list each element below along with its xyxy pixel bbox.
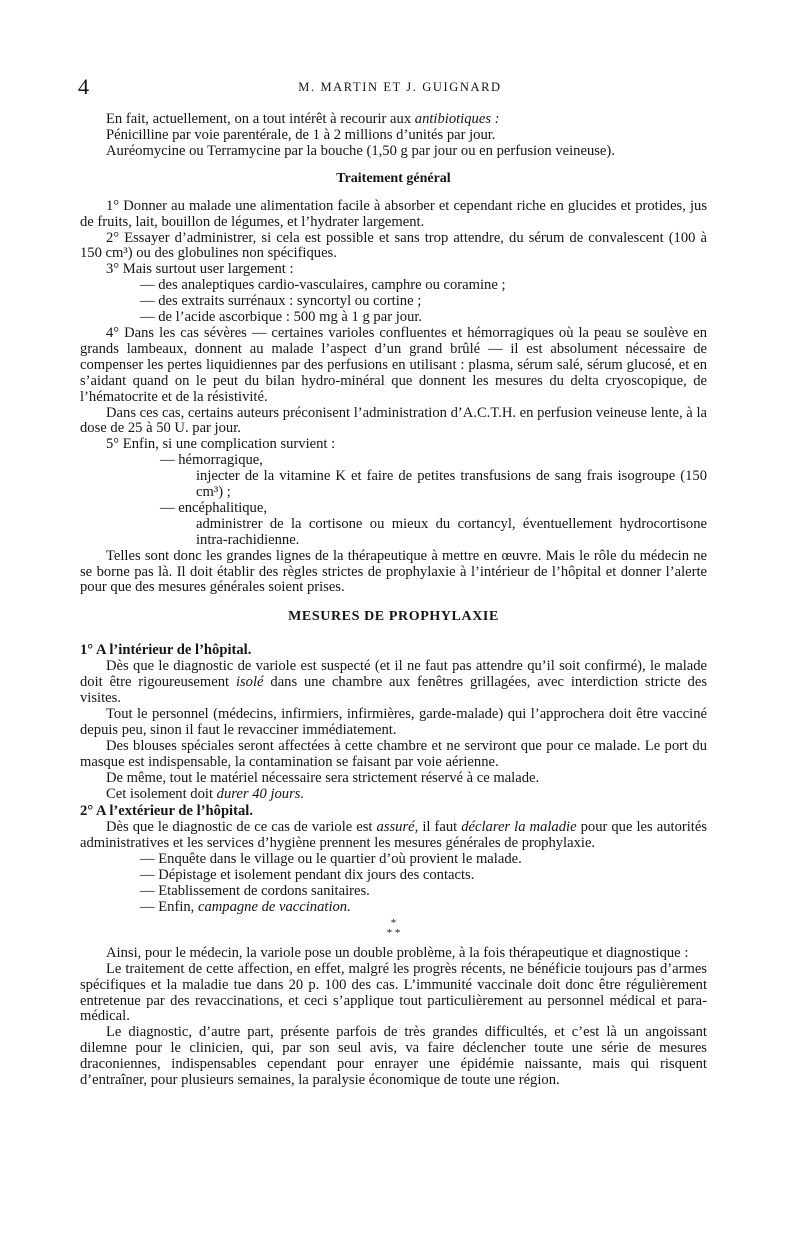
asterism-top: *	[390, 916, 397, 929]
intro-aureomycin: Auréomycine ou Terramycine par la bouche (1,50 g par jour ou en perfusion veineuse).	[106, 142, 615, 159]
interieur-paragraph-3: Des blouses spéciales seront affectées à cette chambre et ne serviront que pour ce malade. Le port du masque est indispensable, la contamination se faisant par voie aérienne.	[80, 737, 707, 770]
interieur-paragraph-5: Cet isolement doit durer 40 jours.	[106, 785, 305, 802]
heading-traitement-general: Traitement général	[336, 170, 451, 186]
section-exterieur-hopital-title: 2° A l’extérieur de l’hôpital.	[80, 803, 253, 820]
conclusion-paragraph-3: Le diagnostic, d’autre part, présente parfois de très grandes difficultés, et c’est là un angoissant dilemne pour le clinicien, qui, par son seul avis, va faire déclencher toute une série de mesures draconiennes, indispensables cependant pour enrayer une épidémie naissante, mais qui risquent d’entraîner, pour plusieurs semaines, la paralysie économique de toute une région.	[80, 1024, 707, 1089]
intro-penicillin: Pénicilline par voie parentérale, de 1 à 2 millions d’unités par jour.	[106, 126, 496, 143]
heading-mesures-prophylaxie: MESURES DE PROPHYLAXIE	[288, 609, 499, 625]
intro-paragraph: En fait, actuellement, on a tout intérêt à recourir aux antibiotiques :	[106, 111, 500, 127]
treatment-3-dash-b: — des extraits surrénaux : syncortyl ou cortine ;	[140, 293, 422, 310]
treatment-item-2: 2° Essayer d’administrer, si cela est possible et sans trop attendre, du sérum de convalescent (100 à 150 cm³) ou des globulines non spécifiques.	[80, 229, 707, 262]
treatment-item-5: 5° Enfin, si une complication survient :	[106, 436, 336, 453]
conclusion-paragraph-2: Le traitement de cette affection, en effet, malgré les progrès récents, ne bénéficie toujours pas d’armes spécifiques et la maladie tue dans 20 p. 100 des cas. L’immunité vaccinale doit donc être régulièrement entretenue par des revaccinations, et ceci s’applique tout particulièrement au personnel médical et para-médical.	[80, 960, 707, 1025]
interieur-paragraph-2: Tout le personnel (médecins, infirmiers, infirmières, garde-malade) qui l’approchera doit être vacciné depuis peu, sinon il faut le revacciner immédiatement.	[80, 706, 707, 738]
exterieur-dash-1: — Enquête dans le village ou le quartier d’où provient le malade.	[140, 851, 522, 868]
treatment-conclusion: Telles sont donc les grandes lignes de la thérapeutique à mettre en œuvre. Mais le rôle du médecin ne se borne pas là. Il doit établir des règles strictes de prophylaxie à l’intérieur de l’hôpital et donner l’alerte pour que des mesures générales soient prises.	[80, 547, 707, 596]
treatment-item-3: 3° Mais surtout user largement :	[106, 261, 294, 278]
complication-hemorragique-detail: injecter de la vitamine K et faire de petites transfusions de sang frais isogroupe (150 cm³) ;	[196, 468, 707, 501]
complication-encephalitique-detail: administrer de la cortisone ou mieux du cortancyl, éventuellement hydrocortisone intra-rachidienne.	[196, 515, 707, 548]
treatment-3-dash-a: — des analeptiques cardio-vasculaires, camphre ou coramine ;	[140, 277, 506, 294]
conclusion-paragraph-1: Ainsi, pour le médecin, la variole pose un double problème, à la fois thérapeutique et diagnostique :	[106, 944, 689, 961]
page-number: 4	[78, 74, 89, 99]
section-interieur-hopital-title: 1° A l’intérieur de l’hôpital.	[80, 642, 252, 659]
interieur-paragraph-4: De même, tout le matériel nécessaire sera strictement réservé à ce malade.	[106, 769, 540, 786]
asterism-bottom: * *	[386, 926, 401, 939]
interieur-paragraph-1: Dès que le diagnostic de variole est suspecté (et il ne faut pas attendre qu’il soit confirmé), le malade doit être rigoureusement isolé dans une chambre aux fenêtres grillagées, avec interdiction stricte des visites.	[80, 658, 707, 707]
exterieur-dash-2: — Dépistage et isolement pendant dix jours des contacts.	[140, 867, 475, 884]
running-head: M. MARTIN ET J. GUIGNARD	[298, 80, 502, 94]
article-body	[80, 112, 707, 1089]
asterism-separator	[80, 918, 707, 938]
exterieur-dash-3: — Etablissement de cordons sanitaires.	[140, 882, 370, 899]
treatment-3-dash-c: — de l’acide ascorbique : 500 mg à 1 g par jour.	[140, 309, 423, 326]
exterieur-dash-4: — Enfin, campagne de vaccination.	[140, 898, 351, 915]
complication-hemorragique: — hémorragique,	[160, 452, 263, 469]
treatment-4-acth: Dans ces cas, certains auteurs préconisent l’administration d’A.C.T.H. en perfusion veineuse lente, à la dose de 25 à 50 U. par jour.	[80, 404, 707, 437]
complication-encephalitique: — encéphalitique,	[160, 499, 267, 516]
treatment-item-4: 4° Dans les cas sévères — certaines varioles confluentes et hémorragiques où la peau se soulève en grands lambeaux, donnent au malade l’aspect d’un grand brûlé — il est absolument nécessaire de compenser les pertes liquidiennes par des perfusions en utilisant : plasma, sérum salé, sérum glucosé, et en s’aidant quand on le peut du bilan hydro-minéral que donnent les mesures du delta cryoscopique, de l’hématocrite et de la résistivité.	[80, 324, 707, 405]
exterieur-paragraph-1: Dès que le diagnostic de ce cas de variole est assuré, il faut déclarer la maladie pour que les autorités administratives et les services d’hygiène prennent les mesures générales de prophylaxie.	[80, 819, 707, 852]
treatment-item-1: 1° Donner au malade une alimentation facile à absorber et cependant riche en glucides et protides, jus de fruits, lait, bouillon de légumes, et l’hydrater largement.	[80, 197, 707, 230]
